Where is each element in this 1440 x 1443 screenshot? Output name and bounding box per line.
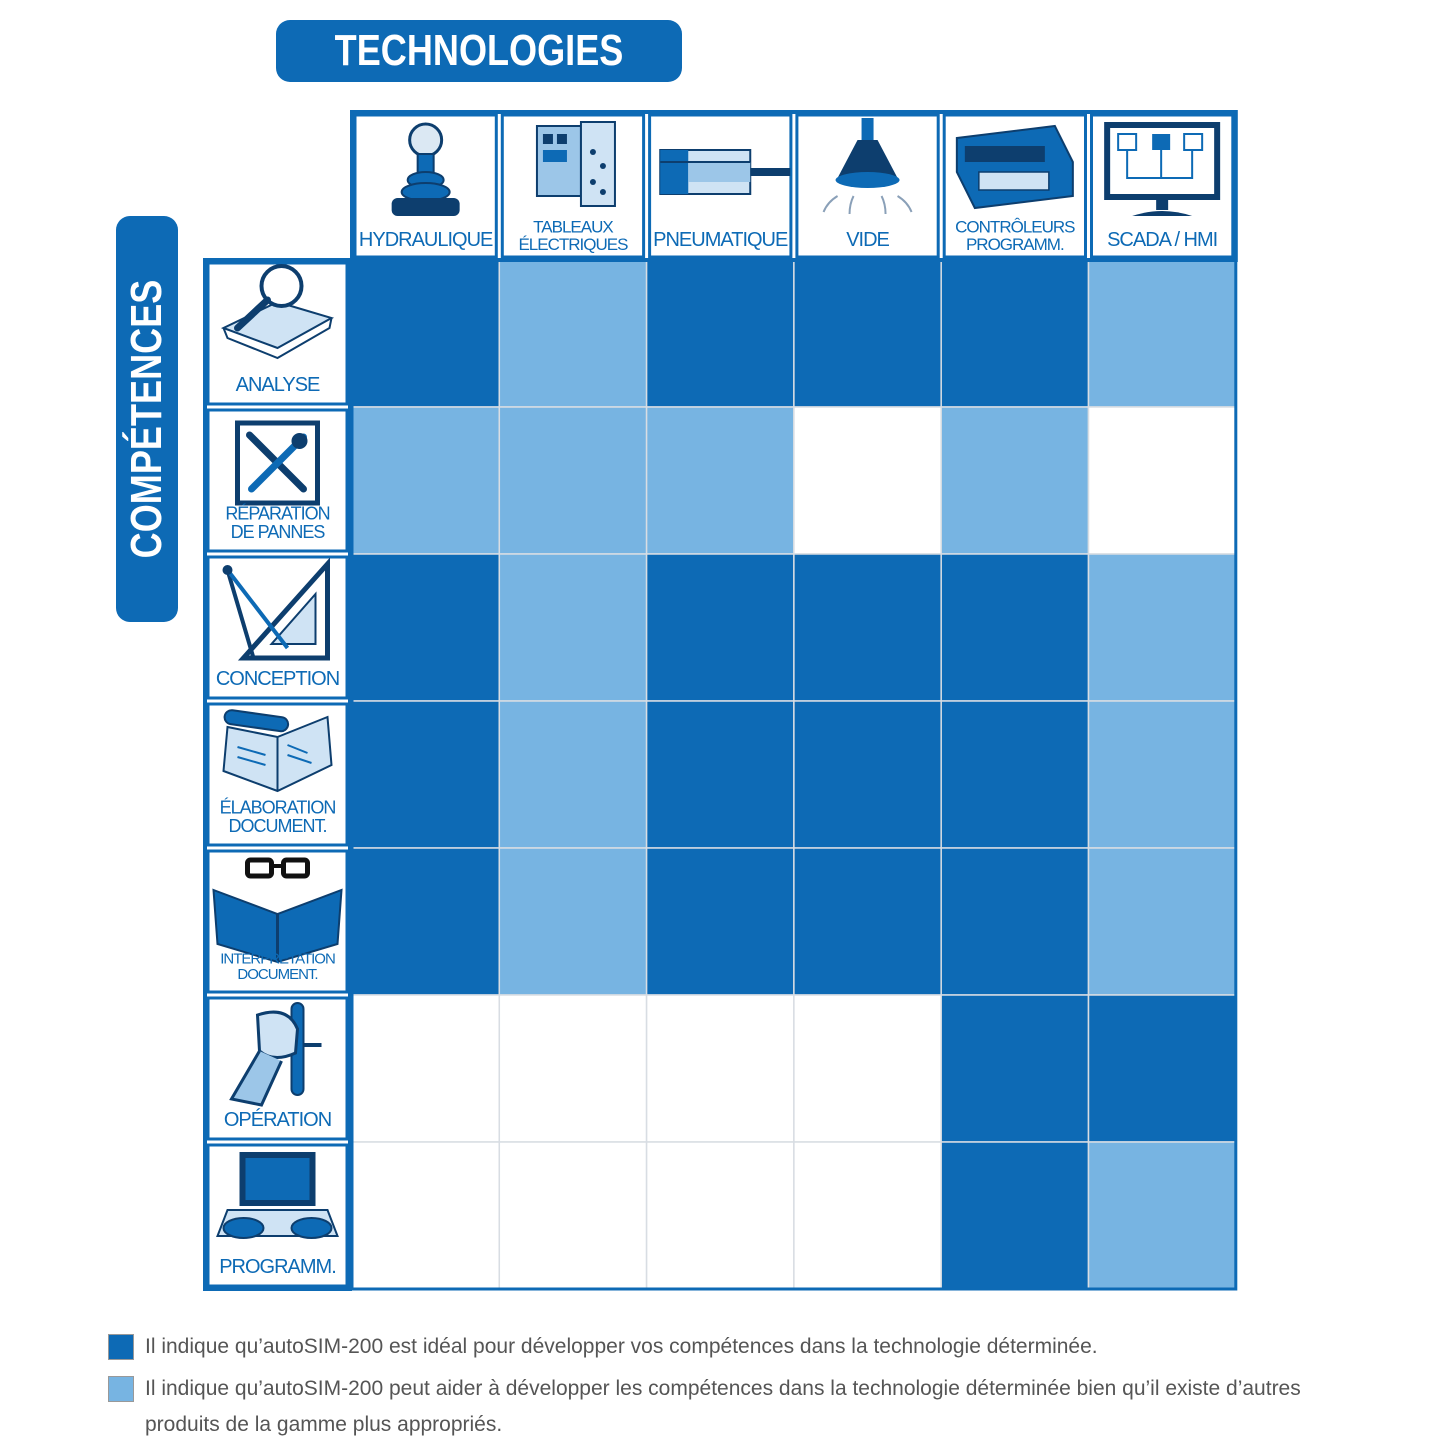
plc-icon xyxy=(957,126,1073,208)
cell-programmation-pneumatique xyxy=(647,1142,794,1289)
cell-reparation-pneumatique xyxy=(647,407,794,554)
cell-conception-scada xyxy=(1089,554,1236,701)
row-label-elaboration: DOCUMENT. xyxy=(228,816,327,836)
cell-analyse-vide xyxy=(794,260,941,407)
legend-text-helpful: Il indique qu’autoSIM-200 peut aider à développer les compétences dans la technologie déterminée bien qu’il existe d’autres produits de la gamme plus appropriés. xyxy=(145,1377,1301,1436)
cell-interpretation-hydraulique xyxy=(352,848,499,995)
column-label-vide: VIDE xyxy=(846,229,889,251)
cell-programmation-scada xyxy=(1089,1142,1236,1289)
cell-programmation-vide xyxy=(794,1142,941,1289)
cell-reparation-vide xyxy=(794,407,941,554)
column-label-hydraulique: HYDRAULIQUE xyxy=(358,229,493,251)
cell-reparation-hydraulique xyxy=(352,407,499,554)
legend-swatch-ideal xyxy=(108,1334,134,1360)
cell-analyse-pneumatique xyxy=(647,260,794,407)
column-label-pneumatique: PNEUMATIQUE xyxy=(653,229,788,251)
cell-conception-vide xyxy=(794,554,941,701)
cell-programmation-tableaux xyxy=(499,1142,646,1289)
cell-interpretation-vide xyxy=(794,848,941,995)
cell-analyse-controleurs xyxy=(941,260,1088,407)
column-label-scada: SCADA / HMI xyxy=(1107,229,1218,251)
technologies-title: TECHNOLOGIES xyxy=(276,20,682,82)
cell-programmation-hydraulique xyxy=(352,1142,499,1289)
cell-operation-vide xyxy=(794,995,941,1142)
cell-conception-controleurs xyxy=(941,554,1088,701)
cell-analyse-scada xyxy=(1089,260,1236,407)
row-label-reparation: RÉPARATION xyxy=(225,503,330,524)
row-label-conception: CONCEPTION xyxy=(215,668,340,690)
cell-conception-hydraulique xyxy=(352,554,499,701)
cell-operation-hydraulique xyxy=(352,995,499,1142)
cell-operation-scada xyxy=(1089,995,1236,1142)
cell-interpretation-tableaux xyxy=(499,848,646,995)
column-label-tableaux: TABLEAUX xyxy=(533,217,613,237)
competences-title: COMPÉTENCES xyxy=(116,216,178,622)
cell-elaboration-vide xyxy=(794,701,941,848)
cell-elaboration-controleurs xyxy=(941,701,1088,848)
legend-text-ideal: Il indique qu’autoSIM-200 est idéal pour développer vos compétences dans la technologie déterminée. xyxy=(145,1335,1098,1358)
cell-elaboration-hydraulique xyxy=(352,701,499,848)
cell-operation-pneumatique xyxy=(647,995,794,1142)
cell-reparation-scada xyxy=(1089,407,1236,554)
cell-interpretation-pneumatique xyxy=(647,848,794,995)
cell-analyse-tableaux xyxy=(499,260,646,407)
row-label-programmation: PROGRAMM. xyxy=(219,1256,336,1278)
row-label-interpretation: DOCUMENT. xyxy=(237,966,318,983)
cell-interpretation-scada xyxy=(1089,848,1236,995)
cell-conception-pneumatique xyxy=(647,554,794,701)
row-label-interpretation: INTERPRÉTATION xyxy=(220,950,335,968)
cell-operation-tableaux xyxy=(499,995,646,1142)
cell-programmation-controleurs xyxy=(941,1142,1088,1289)
wrench-screwdriver-icon xyxy=(238,423,318,503)
cell-conception-tableaux xyxy=(499,554,646,701)
legend-swatch-helpful xyxy=(108,1376,134,1402)
cell-elaboration-pneumatique xyxy=(647,701,794,848)
row-label-analyse: ANALYSE xyxy=(235,374,320,396)
row-label-elaboration: ÉLABORATION xyxy=(219,797,336,818)
row-label-operation: OPÉRATION xyxy=(223,1109,332,1131)
electrical-panel-icon xyxy=(537,122,615,206)
cell-operation-controleurs xyxy=(941,995,1088,1142)
cell-interpretation-controleurs xyxy=(941,848,1088,995)
cell-analyse-hydraulique xyxy=(352,260,499,407)
column-label-tableaux: ÉLECTRIQUES xyxy=(518,235,628,254)
cell-reparation-tableaux xyxy=(499,407,646,554)
column-label-controleurs: CONTRÔLEURS xyxy=(955,217,1075,237)
cell-elaboration-tableaux xyxy=(499,701,646,848)
cell-elaboration-scada xyxy=(1089,701,1236,848)
row-label-reparation: DE PANNES xyxy=(230,522,325,542)
column-label-controleurs: PROGRAMM. xyxy=(965,235,1064,254)
cell-reparation-controleurs xyxy=(941,407,1088,554)
